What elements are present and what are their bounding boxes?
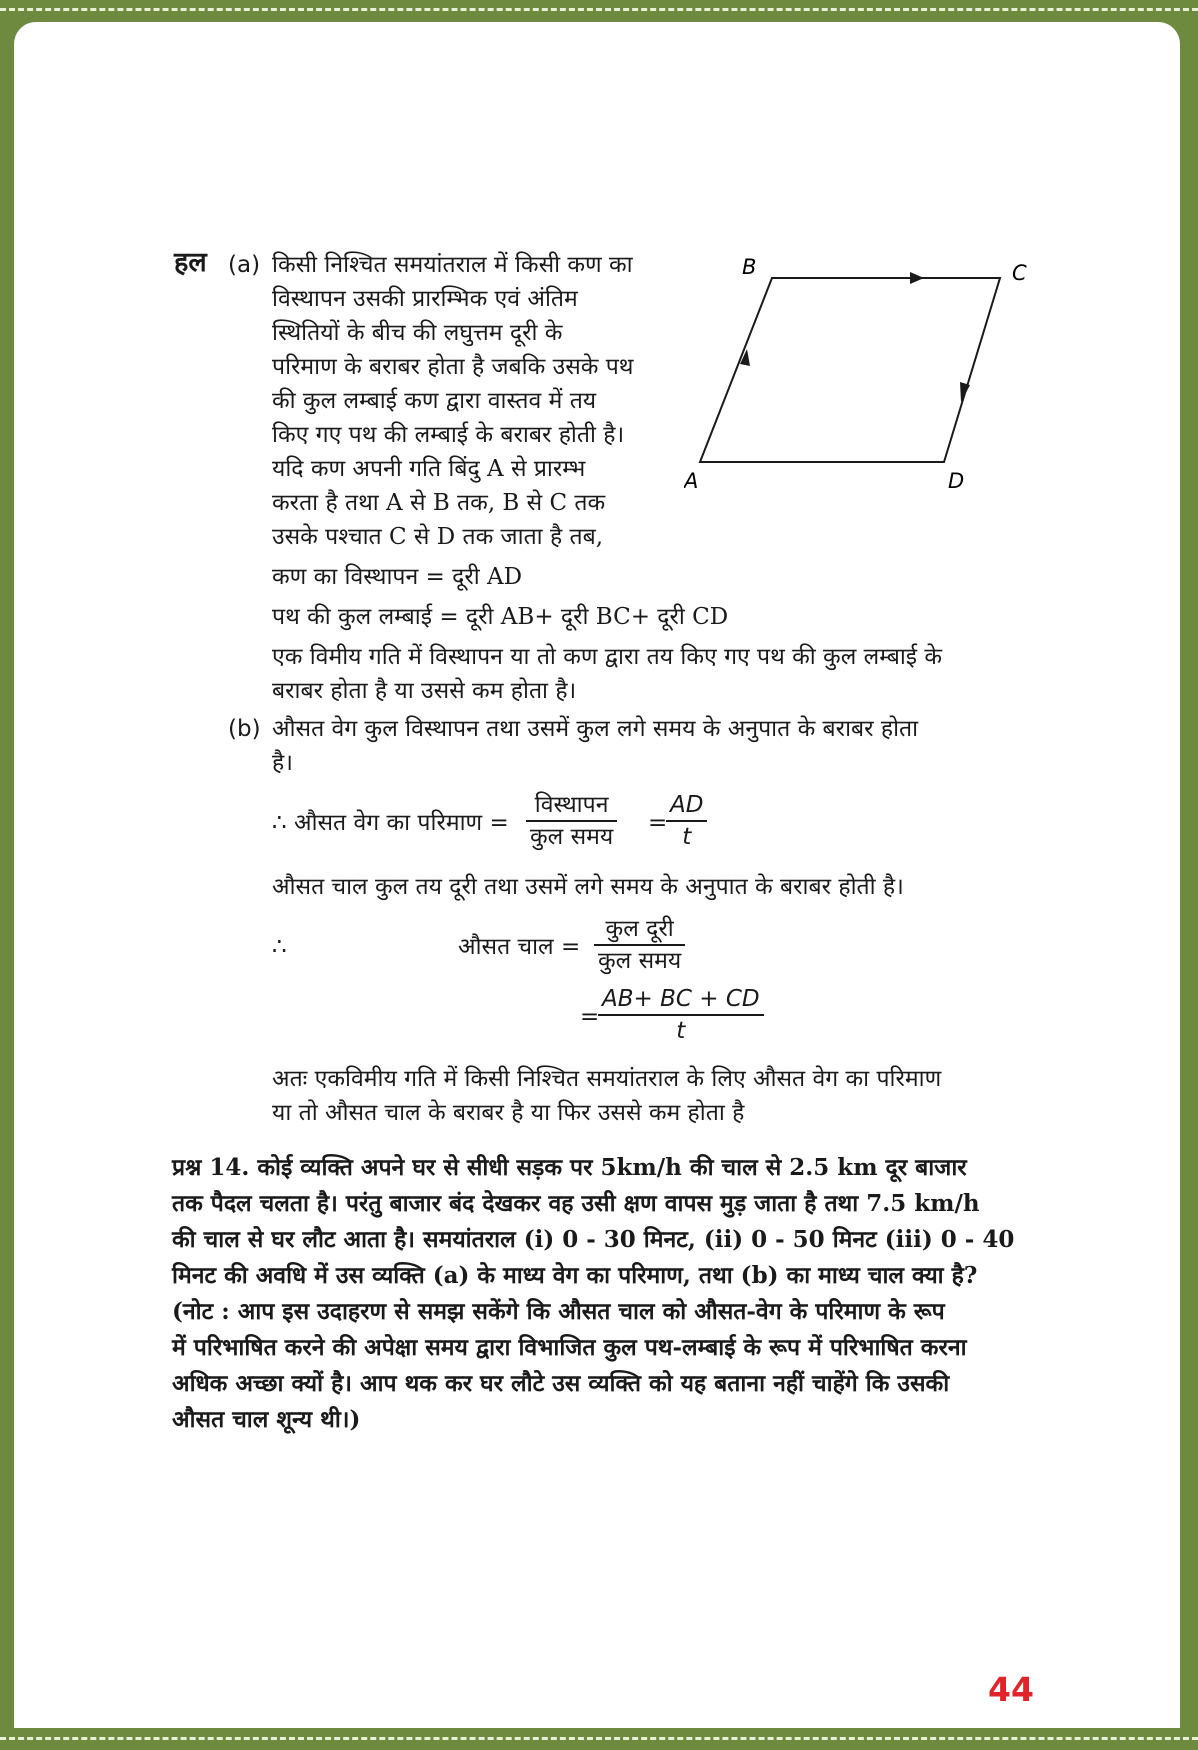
question-line: तक पैदल चलता है। परंतु बाजार बंद देखकर वह उसी क्षण वापस मुड़ जाता है तथा 7.5 km/h [172,1190,980,1217]
top-border [0,8,1198,11]
question-line: में परिभाषित करने की अपेक्षा समय द्वारा विभाजित कुल पथ-लम्बाई के रूप में परिभाषित करना [172,1334,967,1361]
page [14,22,1180,1728]
question-line: (नोट : आप इस उदाहरण से समझ सकेंगे कि औसत चाल को औसत-वेग के परिमाण के रूप [172,1298,945,1325]
question-line: की चाल से घर लौट आता है। समयांतराल (i) 0 - 30 मिनट, (ii) 0 - 50 मिनट (iii) 0 - 40 [172,1226,1015,1253]
velocity-numerator: विस्थापन [526,790,617,822]
arrow-bc-icon [910,272,924,284]
part-a-label: (a) [228,252,261,278]
page-number: 44 [988,1670,1034,1709]
question-line: मिनट की अवधि में उस व्यक्ति (a) के माध्य वेग का परिमाण, तथा (b) का माध्य चाल क्या है? [172,1262,978,1289]
vertex-a-label: A [684,469,699,492]
para-a-line: यदि कण अपनी गति बिंदु A से प्रारम्भ [272,456,586,482]
eq-displacement: कण का विस्थापन = दूरी AD [272,564,523,590]
para-a-line: परिमाण के बराबर होता है जबकि उसके पथ [272,354,634,380]
para-b-line: औसत वेग कुल विस्थापन तथा उसमें कुल लगे समय के अनुपात के बराबर होता [272,716,919,742]
para-a-line: किए गए पथ की लम्बाई के बराबर होती है। [272,422,625,448]
conclusion-line: अतः एकविमीय गति में किसी निश्चित समयांतराल के लिए औसत वेग का परिमाण [272,1066,942,1092]
speed-equals-2: = [580,1004,600,1030]
speed-denominator: कुल समय [598,948,682,974]
question-line: औसत चाल शून्य थी।) [172,1406,361,1433]
eq-path-length: पथ की कुल लम्बाई = दूरी AB+ दूरी BC+ दूरी CD [272,604,729,630]
conclusion-line: या तो औसत चाल के बराबर है या फिर उससे कम होता है [272,1100,745,1126]
velocity-fraction-2 [666,790,707,852]
vertex-c-label: C [1012,261,1027,285]
speed-fraction-2 [598,984,764,1046]
para-a-line: की कुल लम्बाई कण द्वारा वास्तव में तय [272,388,597,414]
part-b-label: (b) [228,716,261,742]
para-a-line: स्थितियों के बीच की लघुत्तम दूरी के [272,320,563,346]
vertex-d-label: D [948,469,965,492]
velocity-equals: = [648,810,668,836]
eq-velocity-lhs: ∴ औसत वेग का परिमाण = [272,810,509,836]
question-line: अधिक अच्छा क्यों है। आप थक कर घर लौटे उस व्यक्ति को यह बताना नहीं चाहेंगे कि उसकी [172,1370,950,1397]
speed-numerator-2: AB+ BC + CD [598,984,764,1016]
speed-fraction [594,914,685,976]
speed-denominator-2: t [676,1018,686,1044]
para-a-end-line: बराबर होता है या उससे कम होता है। [272,678,577,704]
arrow-cd-icon [960,382,970,402]
velocity-denominator: कुल समय [530,824,614,850]
vertex-b-label: B [742,255,757,279]
question-line: प्रश्न 14. कोई व्यक्ति अपने घर से सीधी सड़क पर 5km/h की चाल से 2.5 km दूर बाजार [172,1154,967,1181]
therefore-symbol: ∴ [272,934,287,960]
eq-speed-lhs: औसत चाल = [458,934,581,960]
bottom-border [0,1737,1198,1740]
para-b-line: है। [272,750,293,776]
para-a-end-line: एक विमीय गति में विस्थापन या तो कण द्वारा तय किए गए पथ की कुल लम्बाई के [272,644,943,670]
para-a-line: किसी निश्चित समयांतराल में किसी कण का [272,252,633,278]
para-speed: औसत चाल कुल तय दूरी तथा उसमें लगे समय के अनुपात के बराबर होती है। [272,874,904,900]
parallelogram-diagram [684,252,1054,492]
para-a-line: विस्थापन उसकी प्रारम्भिक एवं अंतिम [272,286,578,312]
velocity-denominator-2: t [682,824,692,850]
para-a-line: उसके पश्चात C से D तक जाता है तब, [272,524,604,550]
solution-label: हल [174,247,207,278]
velocity-fraction [526,790,617,852]
velocity-numerator-2: AD [666,790,707,822]
speed-numerator: कुल दूरी [594,914,685,946]
para-a-line: करता है तथा A से B तक, B से C तक [272,490,606,516]
